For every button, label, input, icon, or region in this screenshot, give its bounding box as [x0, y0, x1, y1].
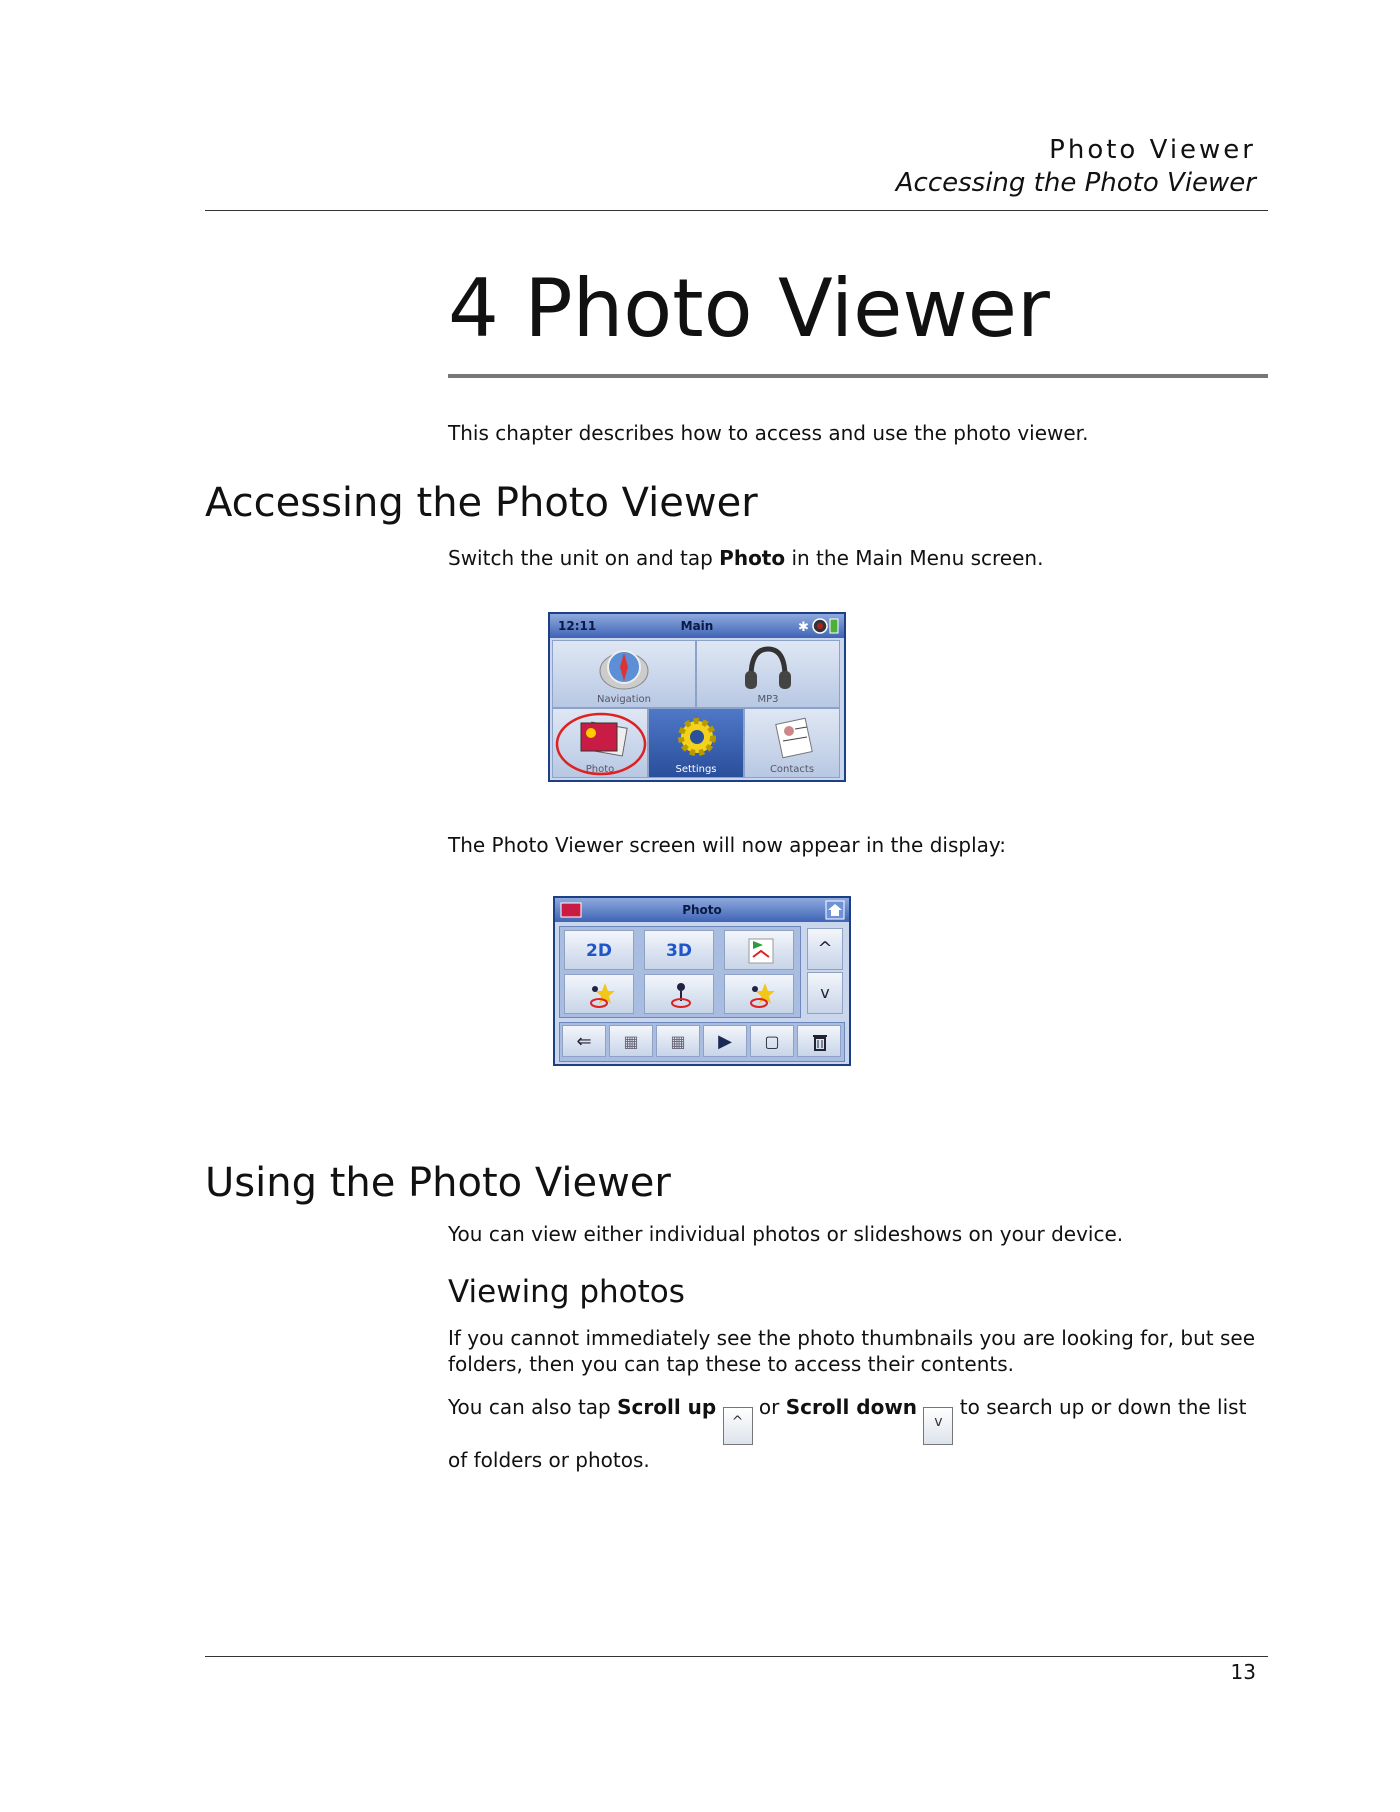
chapter-rule: [448, 374, 1268, 378]
delete-button[interactable]: [797, 1025, 841, 1057]
photo-titlebar: [555, 898, 849, 922]
tile-contacts[interactable]: [744, 708, 840, 778]
pin-poi-icon: [667, 981, 695, 1009]
bold-scroll-up: Scroll up: [617, 1395, 717, 1419]
photo-title: Photo: [682, 903, 722, 917]
tile-label-contacts: Contacts: [769, 764, 815, 775]
play-button[interactable]: ▶: [703, 1025, 747, 1057]
paragraph-switch-on: [448, 545, 1043, 571]
button-poi-2[interactable]: [644, 974, 714, 1014]
scroll-down-button[interactable]: v: [807, 972, 843, 1014]
running-header-section: Accessing the Photo Viewer: [895, 168, 1256, 198]
paragraph-screen-appears: The Photo Viewer screen will now appear in the display:: [448, 833, 1007, 857]
headphones-icon: [741, 643, 795, 693]
tile-label-navigation: Navigation: [597, 694, 651, 705]
text-run: in the Main Menu screen.: [785, 546, 1044, 570]
grid-small-button[interactable]: ▦: [656, 1025, 700, 1057]
star-poi-icon: [747, 981, 775, 1009]
bold-photo: Photo: [719, 546, 786, 570]
compass-icon: [597, 645, 651, 693]
clock: 12:11: [558, 619, 597, 633]
scroll-up-icon: ^: [723, 1407, 753, 1445]
tile-settings[interactable]: [648, 708, 744, 778]
trash-icon: [811, 1032, 829, 1052]
tile-label-settings: Settings: [675, 764, 717, 775]
back-button[interactable]: ⇐: [562, 1025, 606, 1057]
tile-navigation[interactable]: [552, 640, 696, 708]
tile-photo[interactable]: [552, 708, 648, 778]
main-menu-screenshot: [548, 612, 846, 782]
bottom-toolbar: [559, 1022, 845, 1062]
tile-mp3[interactable]: [696, 640, 840, 708]
button-poi-1[interactable]: [564, 974, 634, 1014]
contacts-icon: [771, 715, 817, 759]
text-run: or: [758, 1395, 786, 1419]
button-3d[interactable]: 3D: [644, 930, 714, 970]
route-flag-icon: [747, 937, 775, 965]
subheading-viewing-photos: Viewing photos: [448, 1274, 685, 1310]
chapter-title: 4 Photo Viewer: [448, 262, 1050, 355]
star-poi-icon: [587, 981, 615, 1009]
button-poi-3[interactable]: [724, 974, 794, 1014]
paragraph-view-photos: You can view either individual photos or slideshows on your device.: [448, 1222, 1124, 1246]
thumbnail-grid: [559, 926, 801, 1018]
paragraph-folders: If you cannot immediately see the photo thumbnails you are looking for, but see folders, then you can tap these to access their contents.: [448, 1326, 1255, 1376]
status-icons: [798, 617, 840, 635]
main-titlebar: [550, 614, 844, 638]
bold-scroll-down: Scroll down: [785, 1395, 918, 1419]
intro-paragraph: This chapter describes how to access and use the photo viewer.: [448, 421, 1089, 445]
main-title: Main: [680, 619, 714, 633]
scroll-down-icon: v: [923, 1407, 953, 1445]
text-run: Switch the unit on and tap: [448, 546, 720, 570]
running-header-chapter: Photo Viewer: [1049, 135, 1256, 165]
page-button[interactable]: ▢: [750, 1025, 794, 1057]
button-route[interactable]: [724, 930, 794, 970]
section-heading-accessing: Accessing the Photo Viewer: [205, 480, 758, 526]
grid-large-button[interactable]: ▦: [609, 1025, 653, 1057]
tile-label-mp3: MP3: [757, 694, 779, 705]
home-icon[interactable]: [825, 900, 845, 920]
photo-viewer-screenshot: [553, 896, 851, 1066]
section-heading-using: Using the Photo Viewer: [205, 1160, 671, 1206]
footer-rule: [205, 1656, 1268, 1657]
tile-label-photo: Photo: [585, 764, 615, 775]
svg-text:✱: ✱: [798, 620, 809, 635]
scroll-up-button[interactable]: ^: [807, 928, 843, 970]
header-rule: [205, 210, 1268, 211]
text-run: You can also tap: [448, 1395, 618, 1419]
button-2d[interactable]: 2D: [564, 930, 634, 970]
page-number: 13: [1230, 1660, 1256, 1684]
text-run: to search up or down the list of folders or photos.: [448, 1395, 1247, 1472]
paragraph-scroll: [448, 1392, 1268, 1475]
gear-icon: [675, 715, 719, 759]
